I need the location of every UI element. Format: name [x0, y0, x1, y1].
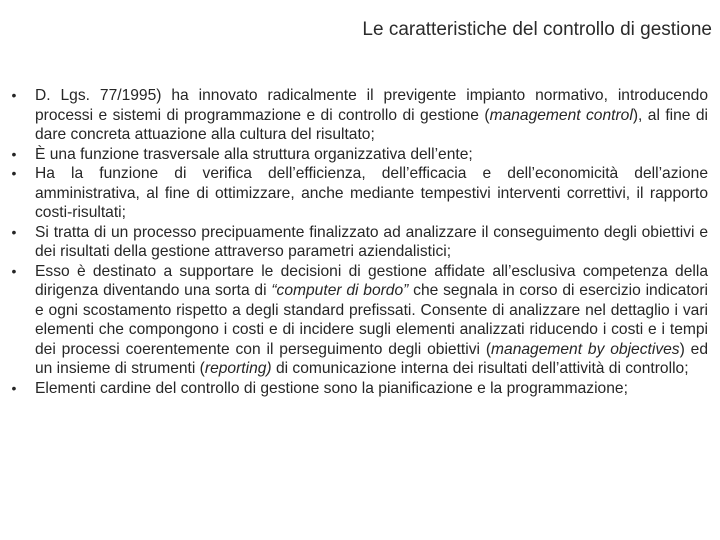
bullet-icon: • [11, 379, 17, 396]
bullet-icon: • [11, 87, 17, 103]
item-text-italic: reporting) [204, 360, 272, 377]
bullet-icon: • [11, 145, 17, 162]
list-item [8, 379, 708, 399]
item-text: Si tratta di un processo precipuamente finalizzato ad analizzare il conseguimento degli obiettivi e dei risultati della gestione attraverso parametri aziendalistici; [35, 223, 708, 260]
list-item [8, 223, 708, 262]
item-text: Ha la funzione di verifica dell’efficienza, dell’efficacia e dell’economicità dell’azione amministrativa, al fine di ottimizzare, anche mediante tempestivi interventi correttivi, il rapporto costi-risultati; [35, 165, 708, 221]
item-text-italic: management by objectives [491, 340, 680, 358]
item-text: che segnala in corso di esercizio indicatori e ogni scostamento rispetto a degli standard prefissati. Consente di analizzare nel dettaglio i vari elementi che compongono i costi e di incidere sugli elementi analizzati riducendo i costi e i tempi dei processi coerentemente con il perseguimento degli obiettivi ( [35, 282, 708, 358]
item-text: È una funzione trasversale alla struttura organizzativa dell’ente; [35, 145, 473, 163]
item-text: Elementi cardine del controllo di gestione sono la pianificazione e la programmazione; [35, 379, 628, 397]
item-text: D. Lgs. 77/1995) ha innovato radicalmente il previgente impianto normativo, introducendo processi e sistemi di programmazione e di controllo di gestione ( [35, 87, 708, 124]
item-text: ) ed un insieme di strumenti ( [35, 340, 708, 377]
list-item [8, 145, 708, 165]
item-text-italic: “computer di bordo” [271, 282, 409, 299]
slide-title: Le caratteristiche del controllo di gestione [362, 19, 712, 40]
item-text: di comunicazione interna dei risultati dell’attività di controllo; [271, 360, 689, 377]
bullet-icon: • [11, 165, 17, 181]
item-text: Esso è destinato a supportare le decisioni di gestione affidate all’esclusiva competenza della dirigenza diventando una sorta di [35, 262, 708, 299]
bullet-icon: • [11, 262, 17, 279]
list-item [8, 164, 708, 223]
list-item [8, 262, 708, 379]
item-text: ), al fine di dare concreta attuazione alla cultura del risultato; [35, 106, 709, 143]
bullet-icon: • [11, 223, 17, 240]
item-text-italic: management control [489, 106, 633, 124]
list-item [8, 86, 708, 145]
bullet-list [8, 86, 708, 398]
